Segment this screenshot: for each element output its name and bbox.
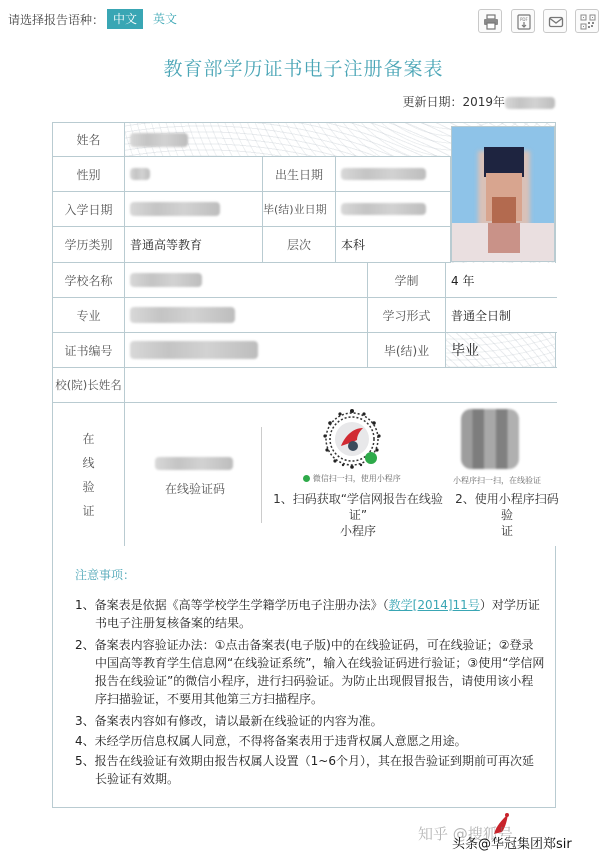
email-button[interactable] bbox=[543, 9, 567, 33]
wechat-miniprogram-qr-icon bbox=[319, 406, 385, 472]
study-form-label: 学习形式 bbox=[368, 298, 446, 333]
redacted-date bbox=[505, 97, 555, 109]
language-label: 请选择报告语种： bbox=[8, 13, 105, 27]
birth-label: 出生日期 bbox=[263, 157, 336, 192]
edu-type-label: 学历类别 bbox=[53, 227, 125, 263]
qr-code-button[interactable] bbox=[575, 9, 599, 33]
qr1-hint: 微信扫一扫，使用小程序 bbox=[295, 473, 409, 484]
enroll-label: 入学日期 bbox=[53, 192, 125, 227]
name-value bbox=[125, 123, 451, 157]
qr2-hint: 小程序扫一扫，在线验证 bbox=[453, 476, 541, 485]
miniprogram-verify-qr bbox=[461, 409, 519, 469]
gender-label: 性别 bbox=[53, 157, 125, 192]
update-date-value: 2019年 bbox=[462, 95, 505, 109]
verify-code-link[interactable] bbox=[155, 457, 233, 470]
redacted-school bbox=[130, 273, 202, 287]
top-bar bbox=[0, 0, 607, 38]
redacted-gender bbox=[130, 168, 150, 180]
president-value bbox=[125, 368, 557, 403]
redacted-enroll bbox=[130, 202, 220, 216]
note-item-5: 5、报告在线验证有效期由报告权属人设置（1~6个月），其在报告验证到期前可再次延长验证有效期。 bbox=[75, 754, 534, 786]
miniprogram-icon bbox=[303, 475, 310, 482]
major-value bbox=[125, 298, 368, 333]
grad-status-value: 毕业 bbox=[446, 333, 557, 368]
mail-icon bbox=[548, 14, 564, 30]
duration-label: 学制 bbox=[368, 263, 446, 298]
print-button[interactable] bbox=[478, 9, 502, 33]
notes-title: 注意事项： bbox=[75, 568, 136, 582]
print-icon bbox=[483, 14, 499, 30]
president-label: 校(院)长姓名 bbox=[53, 368, 125, 403]
online-verify-label: 在 线 验 证 bbox=[53, 403, 125, 547]
qr-code-icon bbox=[580, 14, 596, 30]
edu-type-value: 普通高等教育 bbox=[125, 227, 263, 263]
verify-code-label: 在线验证码 bbox=[164, 482, 225, 496]
graduate-date-label: 毕(结)业日期 bbox=[263, 192, 336, 227]
school-value bbox=[125, 263, 368, 298]
note-item-2: 2、备案表内容验证办法：①点击备案表(电子版)中的在线验证码，可在线验证；②登录中国高等教育学生信息网“在线验证系统”，输入在线验证码进行验证；③使用“学信网报告在线验证”的微信小程序，进行扫码验证。为防止出现假冒报告，请使用该小程序扫描验证，不要用其他第三方扫描程序。 bbox=[75, 638, 545, 706]
verify-divider bbox=[261, 427, 262, 523]
enroll-value bbox=[125, 192, 263, 227]
grad-status-label: 毕(结)业 bbox=[368, 333, 446, 368]
school-label: 学校名称 bbox=[53, 263, 125, 298]
redacted-birth bbox=[341, 168, 426, 180]
record-table bbox=[52, 122, 559, 546]
study-form-value: 普通全日制 bbox=[446, 298, 557, 333]
language-english-button[interactable]: 英文 bbox=[152, 12, 177, 26]
language-chinese-button[interactable]: 中文 bbox=[107, 9, 143, 29]
notes-section bbox=[52, 546, 556, 808]
major-label: 专业 bbox=[53, 298, 125, 333]
redacted-graduate-date bbox=[341, 203, 426, 215]
note-item-4: 4、未经学历信息权属人同意，不得将备案表用于违背权属人意愿之用途。 bbox=[75, 734, 467, 748]
birth-value bbox=[336, 157, 451, 192]
redacted-name bbox=[130, 133, 188, 147]
online-verify-panel bbox=[125, 403, 557, 547]
cert-no-value bbox=[125, 333, 368, 368]
page-title: 教育部学历证书电子注册备案表 bbox=[163, 58, 444, 80]
watermark-toutiao: 头条@华冠集团郑sir bbox=[452, 837, 572, 852]
pdf-download-icon bbox=[516, 14, 532, 30]
duration-value: 4 年 bbox=[446, 263, 557, 298]
note-item-3: 3、备案表内容如有修改，请以最新在线验证的内容为准。 bbox=[75, 714, 383, 728]
qr2-caption: 2、使用小程序扫码验 证 bbox=[455, 492, 559, 538]
qr1-caption: 1、扫码获取“学信网报告在线验 证” 小程序 bbox=[273, 492, 443, 538]
pdf-download-button[interactable] bbox=[511, 9, 535, 33]
note-item-1: 1、备案表是依据《高等学校学生学籍学历电子注册办法》（教学[2014]11号）对学历证书电子注册复核备案的结果。 bbox=[75, 598, 540, 630]
svg-text:PDF: PDF bbox=[520, 17, 528, 22]
cert-no-label: 证书编号 bbox=[53, 333, 125, 368]
regulation-link[interactable]: 教学[2014]11号 bbox=[388, 598, 480, 612]
name-label: 姓名 bbox=[53, 123, 125, 157]
graduate-date-value bbox=[336, 192, 451, 227]
level-value: 本科 bbox=[336, 227, 451, 263]
update-date-label: 更新日期： bbox=[402, 95, 463, 109]
gender-value bbox=[125, 157, 263, 192]
student-photo bbox=[451, 126, 555, 262]
redacted-major bbox=[130, 307, 235, 323]
redacted-cert-no bbox=[130, 341, 258, 359]
level-label: 层次 bbox=[263, 227, 336, 263]
update-date bbox=[402, 93, 555, 110]
watermark-zhihu: 知乎 @搜狐号 bbox=[418, 825, 513, 843]
